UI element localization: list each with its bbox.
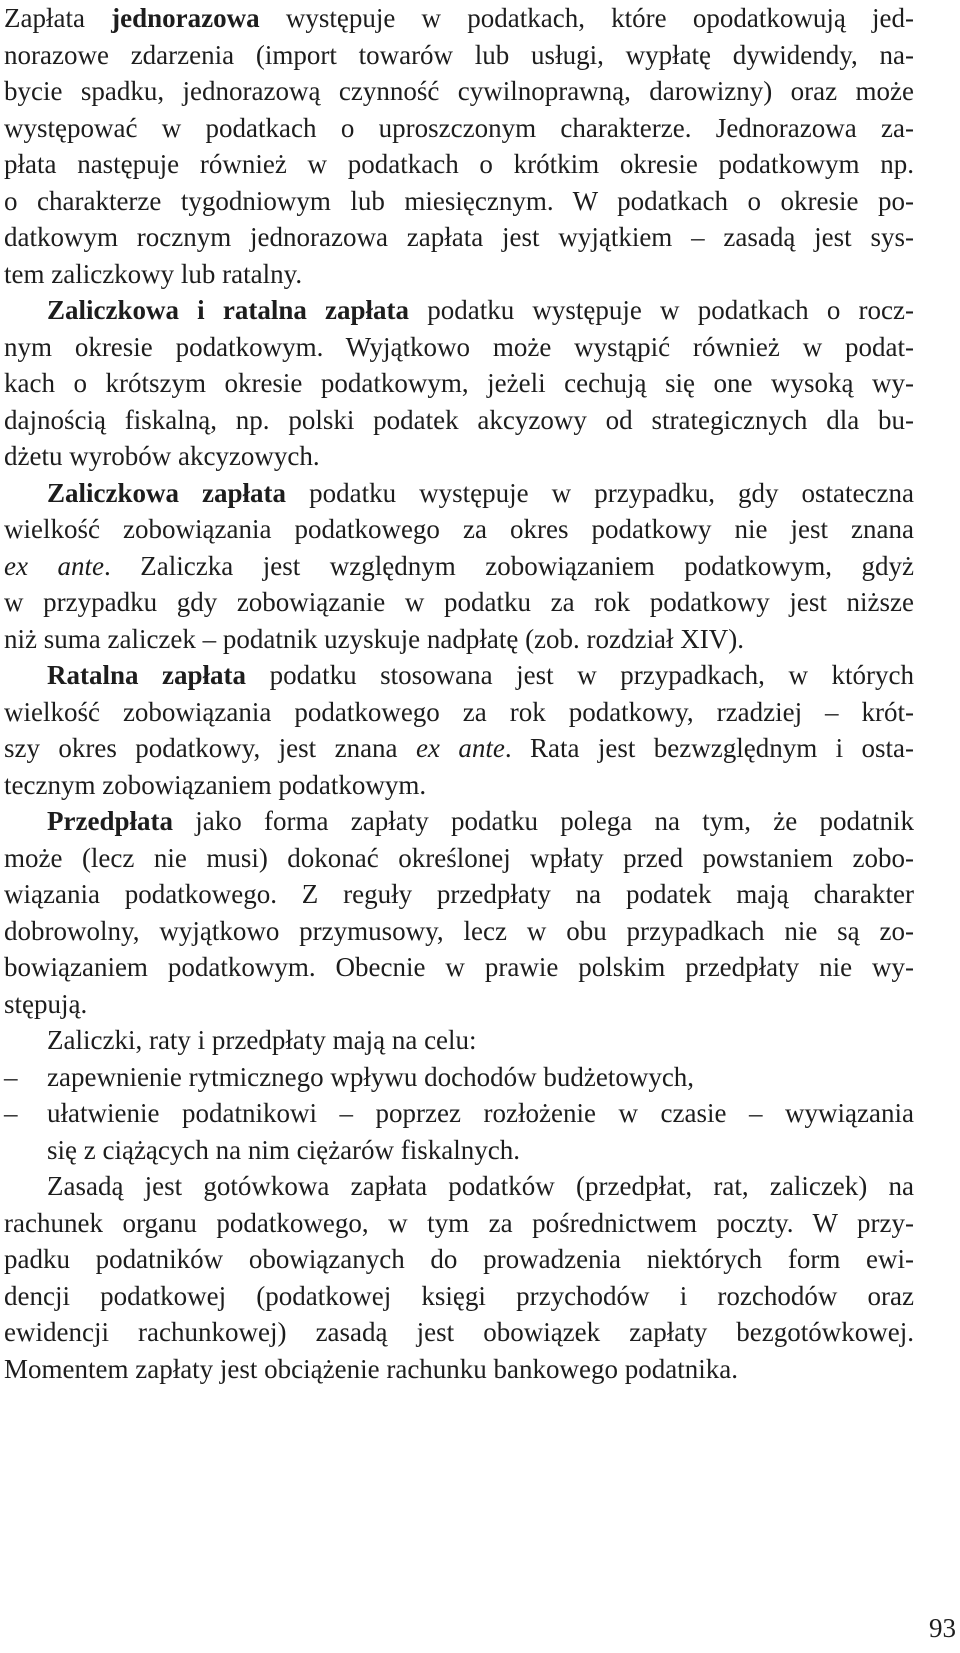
text-line-wrapper	[4, 1168, 914, 1205]
text-line-wrapper	[4, 584, 914, 621]
text-line	[4, 767, 914, 804]
list-dash: –	[4, 1061, 18, 1092]
text-segment: szy okres podatkowy, jest znana	[4, 733, 416, 763]
text-line	[4, 1351, 914, 1388]
text-segment: o charakterze tygodniowym lub miesięcznym. W podatkach o okresie po-	[4, 185, 914, 216]
text-line	[4, 511, 914, 548]
bold-term: Przedpłata	[47, 806, 173, 836]
text-line-wrapper	[4, 1314, 914, 1351]
text-line	[4, 219, 914, 256]
text-line	[4, 913, 914, 950]
text-line	[4, 876, 914, 913]
text-line	[4, 1241, 914, 1278]
text-segment: . Zaliczka jest względnym zobowiązaniem podatkowym, gdyż	[104, 550, 915, 581]
text-line	[4, 183, 914, 220]
text-segment: padku podatników obowiązanych do prowadzenia niektórych form ewi-	[4, 1244, 914, 1274]
text-segment: rachunek organu podatkowego, w tym za pośrednictwem poczty. W przy-	[4, 1207, 914, 1238]
text-line	[4, 694, 914, 731]
text-line	[4, 438, 914, 475]
text-line-wrapper	[4, 1022, 914, 1059]
bold-term: jednorazowa	[111, 3, 260, 33]
text-segment: ewidencji rachunkowej) zasadą jest obowiązek zapłaty bezgotówkowej.	[4, 1317, 914, 1347]
text-line-wrapper	[4, 183, 914, 220]
text-line	[4, 1278, 914, 1315]
text-segment: datkowym rocznym jednorazowa zapłata jest wyjątkiem – zasadą jest sys-	[4, 222, 914, 252]
text-segment: tecznym zobowiązaniem podatkowym.	[4, 769, 427, 800]
text-line-wrapper	[4, 1351, 914, 1388]
text-line-wrapper	[4, 767, 914, 804]
text-line	[4, 1095, 914, 1132]
text-line	[4, 730, 914, 767]
text-segment: nym okresie podatkowym. Wyjątkowo może wystąpić również w podat-	[4, 331, 914, 362]
text-line-wrapper	[4, 621, 914, 658]
text-line	[4, 548, 914, 585]
text-line-wrapper	[4, 657, 914, 694]
text-segment: dżetu wyrobów akcyzowych.	[4, 441, 320, 471]
text-segment: płata następuje również w podatkach o krótkim okresie podatkowym np.	[4, 149, 914, 179]
text-segment: bycie spadku, jednorazową czynność cywilnoprawną, darowizny) oraz może	[4, 76, 914, 106]
text-segment: . Rata jest bezwzględnym i osta-	[504, 733, 915, 763]
text-line-wrapper	[4, 292, 914, 329]
text-line-wrapper	[4, 1278, 914, 1315]
text-line-wrapper	[4, 694, 914, 731]
text-segment: dencji podatkowej (podatkowej księgi przychodów i rozchodów oraz	[4, 1280, 914, 1311]
text-line	[4, 840, 914, 877]
text-line-wrapper	[4, 840, 914, 877]
text-segment: Zasadą jest gotówkowa zapłata podatków (przedpłat, rat, zaliczek) na	[47, 1171, 914, 1201]
text-line-wrapper	[4, 1095, 914, 1132]
list-dash: –	[4, 1098, 18, 1128]
text-segment: dobrowolny, wyjątkowo przymusowy, lecz w obu przypadkach nie są zo-	[4, 915, 914, 946]
bold-term: Zaliczkowa i ratalna zapłata	[47, 295, 410, 325]
text-line	[4, 1132, 914, 1169]
text-segment: podatku występuje w przypadku, gdy ostateczna	[286, 477, 914, 508]
text-line-wrapper	[4, 256, 914, 293]
text-line	[4, 110, 914, 147]
text-line-wrapper	[4, 511, 914, 548]
text-line	[4, 73, 914, 110]
text-segment: wielkość zobowiązania podatkowego za okres podatkowy nie jest znana	[4, 514, 914, 544]
text-segment: tem zaliczkowy lub ratalny.	[4, 258, 303, 289]
text-line-wrapper	[4, 0, 914, 37]
text-segment: się z ciążących na nim ciężarów fiskalnych.	[47, 1134, 521, 1165]
text-line	[4, 0, 914, 37]
text-segment: bowiązaniem podatkowym. Obecnie w prawie polskim przedpłaty nie wy-	[4, 952, 914, 982]
text-line	[4, 1314, 914, 1351]
text-line	[4, 584, 914, 621]
bold-term: Zaliczkowa zapłata	[47, 477, 287, 508]
text-line-wrapper	[4, 1241, 914, 1278]
text-line	[4, 256, 914, 293]
text-line	[4, 803, 914, 840]
text-line-wrapper	[4, 37, 914, 74]
text-line	[4, 1022, 914, 1059]
text-line	[4, 1205, 914, 1242]
text-segment: stępują.	[4, 988, 88, 1019]
text-line-wrapper	[4, 913, 914, 950]
text-line	[4, 1059, 914, 1096]
text-segment: może (lecz nie musi) dokonać określonej wpłaty przed powstaniem zobo-	[4, 842, 914, 873]
text-segment: zapewnienie rytmicznego wpływu dochodów budżetowych,	[47, 1061, 695, 1092]
text-segment: norazowe zdarzenia (import towarów lub usługi, wypłatę dywidendy, na-	[4, 39, 914, 70]
text-segment: ułatwienie podatnikowi – poprzez rozłożenie w czasie – wywiązania	[47, 1098, 914, 1128]
italic-term: ex ante	[415, 733, 505, 763]
text-line	[4, 1168, 914, 1205]
text-segment: podatku występuje w podatkach o rocz-	[409, 295, 914, 325]
page-number: 93	[929, 1613, 956, 1643]
text-line-wrapper	[4, 110, 914, 147]
text-segment: Zaliczki, raty i przedpłaty mają na celu:	[47, 1025, 477, 1055]
text-segment: wiązania podatkowego. Z reguły przedpłaty na podatek mają charakter	[4, 879, 914, 909]
text-line	[4, 329, 914, 366]
text-segment: Momentem zapłaty jest obciążenie rachunku bankowego podatnika.	[4, 1353, 738, 1384]
text-line	[4, 621, 914, 658]
text-segment: niż suma zaliczek – podatnik uzyskuje nadpłatę (zob. rozdział XIV).	[4, 623, 744, 654]
text-segment: kach o krótszym okresie podatkowym, jeżeli cechują się one wysoką wy-	[4, 368, 914, 398]
page-body	[4, 0, 914, 1387]
text-line-wrapper	[4, 219, 914, 256]
text-line-wrapper	[4, 548, 914, 585]
text-line	[4, 475, 914, 512]
text-line	[4, 146, 914, 183]
text-line-wrapper	[4, 402, 914, 439]
text-line-wrapper	[4, 803, 914, 840]
text-segment: wielkość zobowiązania podatkowego za rok podatkowy, rzadziej – krót-	[4, 696, 914, 727]
text-line	[4, 657, 914, 694]
text-line	[4, 402, 914, 439]
text-line	[4, 365, 914, 402]
text-line-wrapper	[4, 949, 914, 986]
text-line	[4, 292, 914, 329]
text-line	[4, 949, 914, 986]
text-line-wrapper	[4, 876, 914, 913]
text-line-wrapper	[4, 1132, 914, 1169]
italic-term: ex ante	[4, 550, 104, 581]
text-segment: jako forma zapłaty podatku polega na tym, że podatnik	[172, 806, 914, 836]
text-line-wrapper	[4, 730, 914, 767]
text-line-wrapper	[4, 365, 914, 402]
text-segment: podatku stosowana jest w przypadkach, w których	[246, 660, 914, 690]
text-line-wrapper	[4, 146, 914, 183]
text-segment: dajnością fiskalną, np. polski podatek akcyzowy od strategicznych dla bu-	[4, 404, 914, 435]
text-line-wrapper	[4, 73, 914, 110]
text-segment: występować w podatkach o uproszczonym charakterze. Jednorazowa za-	[4, 112, 914, 143]
text-line-wrapper	[4, 329, 914, 366]
text-line-wrapper	[4, 1059, 914, 1096]
text-line-wrapper	[4, 475, 914, 512]
text-segment: w przypadku gdy zobowiązanie w podatku za rok podatkowy jest niższe	[4, 587, 914, 617]
text-line	[4, 986, 914, 1023]
text-line	[4, 37, 914, 74]
text-line-wrapper	[4, 438, 914, 475]
text-segment: Zapłata	[4, 3, 112, 33]
text-segment: występuje w podatkach, które opodatkowują jed-	[259, 3, 914, 33]
text-line-wrapper	[4, 986, 914, 1023]
bold-term: Ratalna zapłata	[47, 660, 247, 690]
text-line-wrapper	[4, 1205, 914, 1242]
